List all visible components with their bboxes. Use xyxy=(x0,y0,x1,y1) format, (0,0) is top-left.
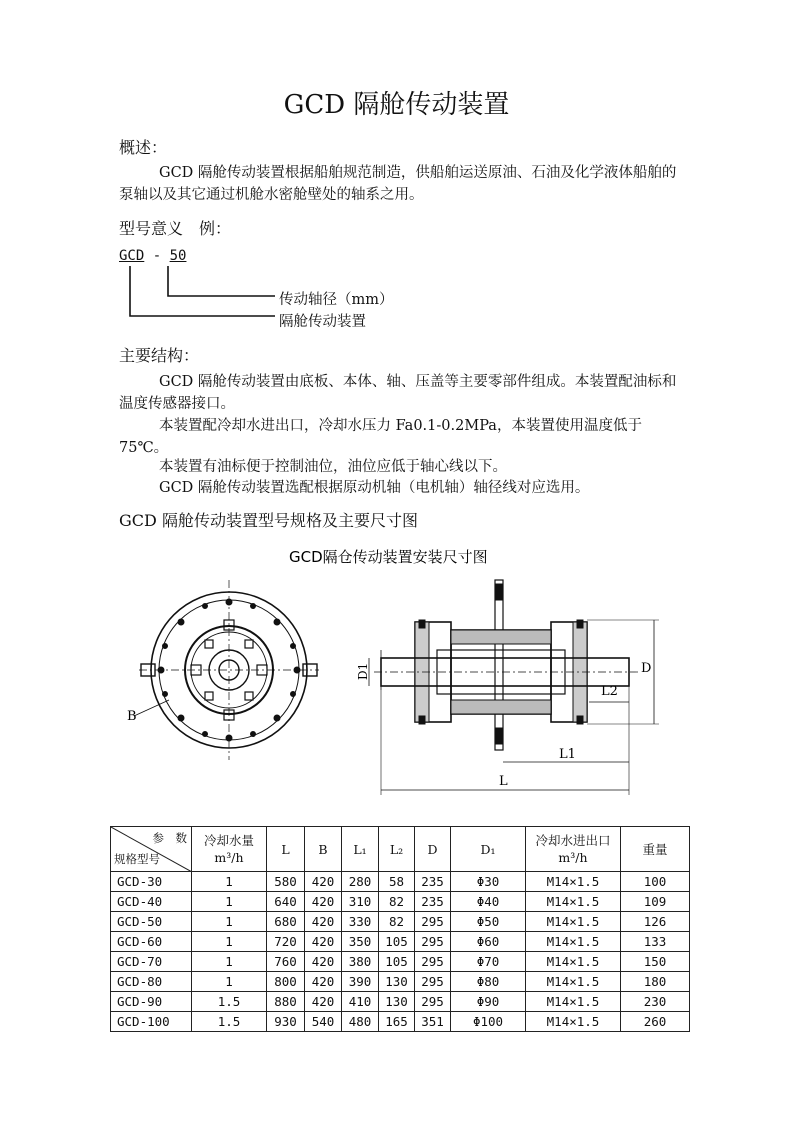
table-cell: Φ60 xyxy=(451,932,526,952)
page-title: GCD 隔舱传动装置 xyxy=(283,90,510,120)
front-view xyxy=(134,580,319,760)
table-cell: 230 xyxy=(621,992,690,1012)
table-row xyxy=(111,872,690,892)
table-cell: M14×1.5 xyxy=(526,992,621,1012)
table-cell: 1.5 xyxy=(192,1012,267,1032)
table-cell: 109 xyxy=(621,892,690,912)
th-L: L xyxy=(267,827,305,872)
table-cell: 720 xyxy=(267,932,305,952)
table-cell: 260 xyxy=(621,1012,690,1032)
overview-heading: 概述： xyxy=(119,138,168,157)
table-cell: 82 xyxy=(379,892,415,912)
th-L1: L₁ xyxy=(342,827,379,872)
table-cell: 350 xyxy=(342,932,379,952)
table-cell: 351 xyxy=(415,1012,451,1032)
table-cell: Φ80 xyxy=(451,972,526,992)
structure-p4: GCD 隔舱传动装置选配根据原动机轴（电机轴）轴径线对应选用。 xyxy=(159,480,590,496)
table-row xyxy=(111,932,690,952)
table-cell: GCD-30 xyxy=(111,872,192,892)
spec-heading: GCD 隔舱传动装置型号规格及主要尺寸图 xyxy=(119,511,418,530)
table-row xyxy=(111,1012,690,1032)
table-cell: 1 xyxy=(192,892,267,912)
table-cell: Φ50 xyxy=(451,912,526,932)
table-cell: 640 xyxy=(267,892,305,912)
table-cell: M14×1.5 xyxy=(526,912,621,932)
model-code-dash: - xyxy=(144,248,170,264)
table-cell: 930 xyxy=(267,1012,305,1032)
table-cell: 280 xyxy=(342,872,379,892)
model-code-prefix: GCD xyxy=(119,248,145,264)
table-cell: 480 xyxy=(342,1012,379,1032)
spec-table-wrap xyxy=(110,826,690,1032)
table-cell: GCD-60 xyxy=(111,932,192,952)
spec-table xyxy=(110,826,690,1032)
table-cell: 82 xyxy=(379,912,415,932)
spec-table-body xyxy=(111,872,690,1032)
table-cell: 180 xyxy=(621,972,690,992)
table-cell: 130 xyxy=(379,992,415,1012)
table-cell: 295 xyxy=(415,972,451,992)
table-cell: GCD-100 xyxy=(111,1012,192,1032)
table-cell: Φ70 xyxy=(451,952,526,972)
table-cell: 420 xyxy=(305,932,342,952)
table-cell: 1 xyxy=(192,912,267,932)
table-cell: Φ90 xyxy=(451,992,526,1012)
table-cell: 800 xyxy=(267,972,305,992)
table-cell: 235 xyxy=(415,892,451,912)
label-device-name: 隔舱传动装置 xyxy=(279,314,366,330)
th-weight: 重量 xyxy=(621,827,690,872)
table-cell: 330 xyxy=(342,912,379,932)
structure-heading: 主要结构： xyxy=(119,346,200,365)
table-row xyxy=(111,952,690,972)
table-cell: 295 xyxy=(415,912,451,932)
th-L2: L₂ xyxy=(379,827,415,872)
table-cell: 126 xyxy=(621,912,690,932)
table-cell: 1 xyxy=(192,972,267,992)
table-cell: M14×1.5 xyxy=(526,1012,621,1032)
table-cell: M14×1.5 xyxy=(526,952,621,972)
table-cell: 420 xyxy=(305,892,342,912)
label-B: B xyxy=(127,709,137,724)
table-cell: 1.5 xyxy=(192,992,267,1012)
table-cell: 295 xyxy=(415,932,451,952)
table-cell: 680 xyxy=(267,912,305,932)
table-cell: M14×1.5 xyxy=(526,972,621,992)
corner-top-label: 参 数 xyxy=(152,831,187,845)
table-row xyxy=(111,912,690,932)
table-cell: 420 xyxy=(305,872,342,892)
table-cell: 100 xyxy=(621,872,690,892)
label-L1: L1 xyxy=(559,747,576,762)
table-cell: 390 xyxy=(342,972,379,992)
table-cell: GCD-70 xyxy=(111,952,192,972)
table-cell: 1 xyxy=(192,872,267,892)
table-cell: M14×1.5 xyxy=(526,892,621,912)
th-B: B xyxy=(305,827,342,872)
structure-p3: 本装置有油标便于控制油位，油位应低于轴心线以下。 xyxy=(159,459,507,475)
table-row xyxy=(111,972,690,992)
overview-text: GCD 隔舱传动装置根据船舶规范制造，供船舶运送原油、石油及化学液体船舶的泵轴以及其它通过机舱水密舱壁处的轴系之用。 xyxy=(119,165,677,203)
label-L2: L2 xyxy=(601,684,618,699)
table-cell: Φ30 xyxy=(451,872,526,892)
table-row xyxy=(111,992,690,1012)
model-heading: 型号意义 例： xyxy=(119,219,232,238)
table-corner-cell xyxy=(111,827,192,872)
table-cell: 150 xyxy=(621,952,690,972)
table-cell: 310 xyxy=(342,892,379,912)
label-shaft-diameter: 传动轴径（mm） xyxy=(279,292,394,308)
installation-drawing xyxy=(119,540,674,805)
table-cell: 1 xyxy=(192,952,267,972)
table-cell: 540 xyxy=(305,1012,342,1032)
table-cell: 580 xyxy=(267,872,305,892)
table-cell: GCD-90 xyxy=(111,992,192,1012)
table-cell: 420 xyxy=(305,912,342,932)
table-cell: 295 xyxy=(415,952,451,972)
structure-p2: 本装置配冷却水进出口，冷却水压力 Fa0.1-0.2MPa，本装置使用温度低于 75℃。 xyxy=(119,418,642,456)
model-code-size: 50 xyxy=(169,248,187,264)
drawing-title: GCD隔仓传动装置安装尺寸图 xyxy=(289,548,488,566)
table-cell: GCD-80 xyxy=(111,972,192,992)
table-cell: 420 xyxy=(305,952,342,972)
table-cell: 760 xyxy=(267,952,305,972)
table-cell: 410 xyxy=(342,992,379,1012)
th-cooling-water: 冷却水量 m³/h xyxy=(192,827,267,872)
table-cell: 420 xyxy=(305,992,342,1012)
table-cell: 880 xyxy=(267,992,305,1012)
table-cell: 105 xyxy=(379,932,415,952)
table-cell: 235 xyxy=(415,872,451,892)
table-cell: 58 xyxy=(379,872,415,892)
th-D: D xyxy=(415,827,451,872)
table-cell: Φ40 xyxy=(451,892,526,912)
table-cell: 133 xyxy=(621,932,690,952)
corner-bottom-label: 规格型号 xyxy=(114,852,160,866)
label-D: D xyxy=(641,661,652,676)
model-bracket-lines xyxy=(0,0,793,340)
table-cell: 380 xyxy=(342,952,379,972)
table-cell: M14×1.5 xyxy=(526,932,621,952)
table-cell: 165 xyxy=(379,1012,415,1032)
table-cell: Φ100 xyxy=(451,1012,526,1032)
label-D1: D1 xyxy=(356,662,370,680)
label-L: L xyxy=(499,774,508,789)
table-cell: M14×1.5 xyxy=(526,872,621,892)
table-cell: 295 xyxy=(415,992,451,1012)
structure-p1: GCD 隔舱传动装置由底板、本体、轴、压盖等主要零部件组成。本装置配油标和温度传感器接口。 xyxy=(119,374,677,412)
th-water-port: 冷却水进出口 m³/h xyxy=(526,827,621,872)
table-cell: GCD-50 xyxy=(111,912,192,932)
table-cell: 105 xyxy=(379,952,415,972)
table-cell: GCD-40 xyxy=(111,892,192,912)
table-row xyxy=(111,892,690,912)
table-cell: 130 xyxy=(379,972,415,992)
th-D1: D₁ xyxy=(451,827,526,872)
table-cell: 1 xyxy=(192,932,267,952)
table-cell: 420 xyxy=(305,972,342,992)
